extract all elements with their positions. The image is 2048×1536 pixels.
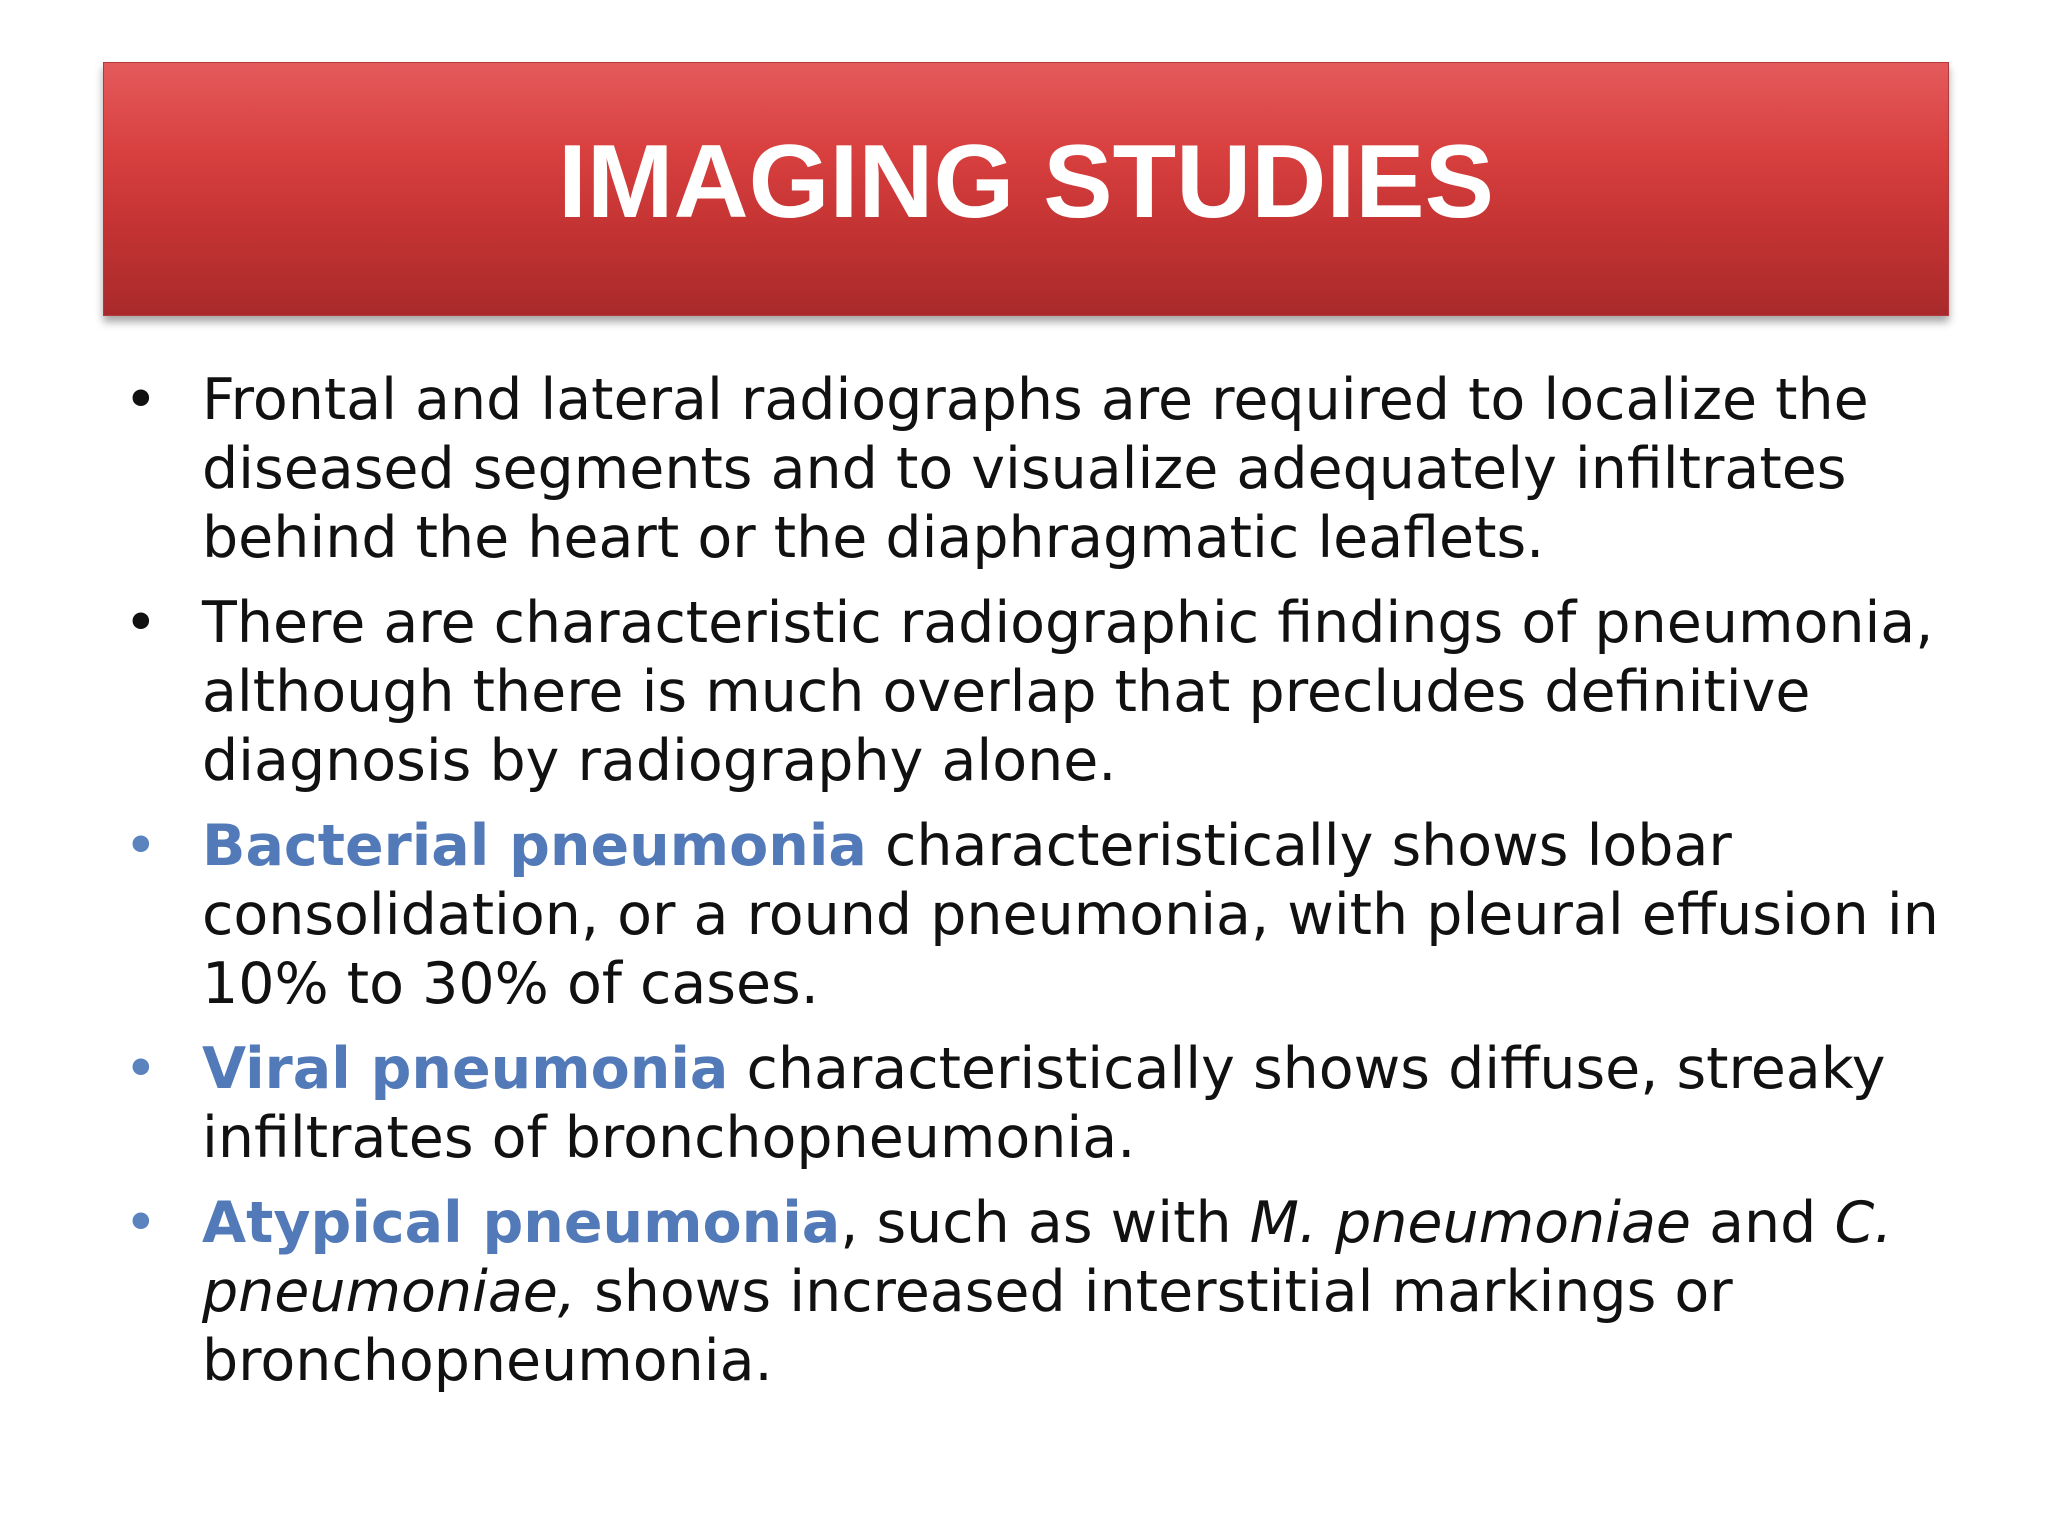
organism-name: M. pneumoniae xyxy=(1249,1190,1691,1256)
bullet-item-2 xyxy=(120,589,1950,796)
slide-title: IMAGING STUDIES xyxy=(557,123,1495,240)
bullet-text: characteristically shows lobar consolidation, or a round pneumonia, with pleural effusion in 10% to 30% of cases. xyxy=(202,813,1939,1017)
bullet-list xyxy=(120,366,1950,1412)
bullet-text: Frontal and lateral radiographs are required to localize the diseased segments and to visualize adequately infiltrates behind the heart or the diaphragmatic leaflets. xyxy=(202,367,1869,571)
bullet-icon: • xyxy=(124,367,158,433)
bullet-text: and xyxy=(1690,1190,1835,1256)
bullet-highlight: Viral pneumonia xyxy=(202,1036,729,1102)
bullet-icon: • xyxy=(124,1190,158,1256)
bullet-item-3 xyxy=(120,812,1950,1019)
bullet-highlight: Bacterial pneumonia xyxy=(202,813,867,879)
bullet-icon: • xyxy=(124,590,158,656)
title-banner xyxy=(103,62,1949,316)
bullet-item-4 xyxy=(120,1035,1950,1173)
bullet-icon: • xyxy=(124,1036,158,1102)
bullet-text: shows increased interstitial markings or bronchopneumonia. xyxy=(202,1259,1733,1394)
organism-name: C. pneumoniae, xyxy=(202,1190,1893,1325)
bullet-highlight: Atypical pneumonia xyxy=(202,1190,841,1256)
bullet-item-1 xyxy=(120,366,1950,573)
bullet-item-5 xyxy=(120,1189,1950,1396)
bullet-text: characteristically shows diffuse, streaky infiltrates of bronchopneumonia. xyxy=(202,1036,1886,1171)
bullet-icon: • xyxy=(124,813,158,879)
bullet-text: , such as with xyxy=(840,1190,1250,1256)
bullet-text: There are characteristic radiographic findings of pneumonia, although there is much overlap that precludes definitive diagnosis by radiography alone. xyxy=(202,590,1934,794)
